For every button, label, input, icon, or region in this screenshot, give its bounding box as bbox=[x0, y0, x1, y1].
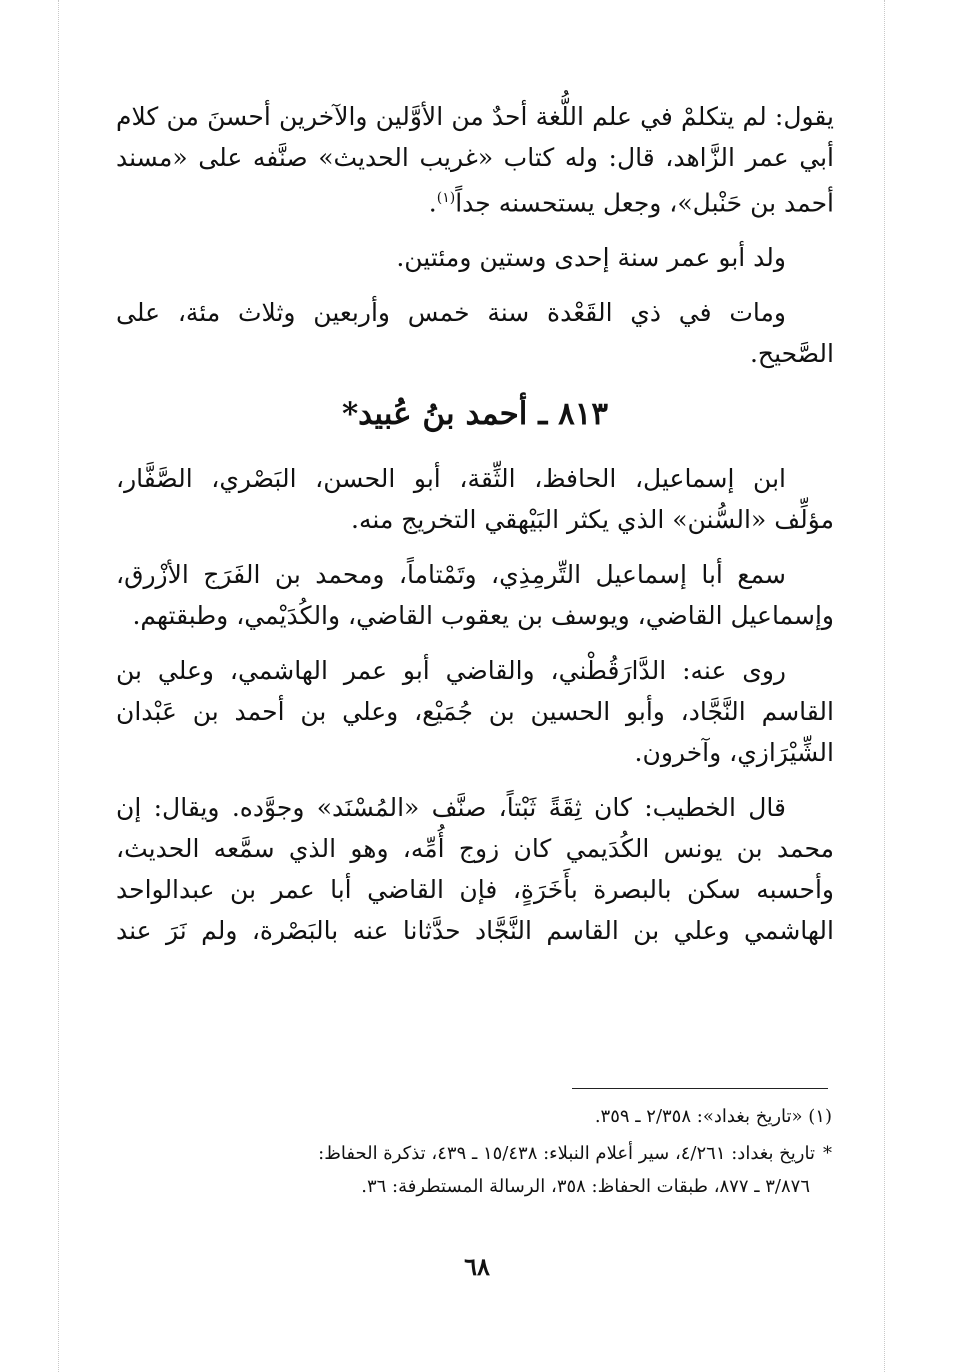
text-segment: . bbox=[428, 188, 437, 218]
entry-heading: ٨١٣ ـ أحمد بنُ عُبيد* bbox=[341, 396, 609, 433]
text-line: مؤلِّف «السُّنن» الذي يكثر البَيْهقي التخريج منه. bbox=[351, 505, 834, 535]
paragraph-lineage bbox=[116, 458, 834, 540]
text-line: ولد أبو عمر سنة إحدى وستين ومئتين. bbox=[396, 243, 786, 273]
text-line: يقول: لم يتكلمْ في علم اللُّغة أحدٌ من الأوَّلين والآخرين أحسنَ من كلام bbox=[116, 102, 834, 131]
paragraph-khatib bbox=[116, 787, 834, 951]
paragraph-opening bbox=[116, 96, 834, 223]
footnotes bbox=[116, 1100, 832, 1207]
page-body bbox=[116, 96, 834, 965]
text-line: القاسم النَّجَّاد، وأبو الحسين بن جُمَيْع، وعلي بن أحمد بن عَبْدان bbox=[116, 697, 834, 727]
text-line: ومات في ذي القَعْدة سنة خمس وأربعين وثلاث مئة، على bbox=[116, 298, 786, 328]
footnote-separator bbox=[572, 1088, 828, 1089]
text-line: أبي عمر الزَّاهد، قال: وله كتاب «غريب الحديث» صنَّفه على «مسند bbox=[116, 143, 834, 172]
footnote-star-marker: * bbox=[823, 1143, 832, 1164]
text-line: الشِّيْرَازي، وآخرون. bbox=[634, 738, 834, 768]
paragraph-birth bbox=[116, 237, 834, 278]
text-line: سمع أبا إسماعيل التِّرمِذِي، وتَمْتاماً، ومحمد بن الفَرَج الأزْرق، bbox=[116, 560, 786, 590]
text-line bbox=[116, 178, 834, 223]
page-number: ٦٨ bbox=[464, 1252, 490, 1281]
text-segment: تاريخ بغداد: ٤/٢٦١، سير أعلام النبلاء: ١٥/٤٣٨ ـ ٤٣٩، تذكرة الحفاظ: bbox=[318, 1143, 815, 1164]
text-line bbox=[116, 1137, 832, 1170]
text-segment: أحمد بن حَنْبل»، وجعل يستحسنه جداً bbox=[455, 188, 834, 218]
page-guide-left bbox=[58, 0, 59, 1372]
footnote-ref: (١) bbox=[436, 190, 456, 206]
text-line: قال الخطيب: كان ثِقَةً ثَبْتاً، صنَّف «المُسْنَد» وجوَّده. ويقال: إن bbox=[116, 793, 786, 823]
text-line: وأحسبه سكن بالبصرة بأَخَرَةٍ، فإن القاضي أبا عمر بن عبدالواحد bbox=[116, 875, 834, 905]
paragraph-death bbox=[116, 292, 834, 374]
paragraph-students bbox=[116, 650, 834, 773]
footnote-1: (١) «تاريخ بغداد»: ٢/٣٥٨ ـ ٣٥٩. bbox=[594, 1106, 832, 1127]
footnote-star bbox=[116, 1137, 832, 1203]
text-line: روى عنه: الدَّارَقُطْني، والقاضي أبو عمر الهاشمي، وعلي بن bbox=[116, 656, 786, 686]
paragraph-teachers bbox=[116, 554, 834, 636]
text-line: الصَّحيح. bbox=[749, 339, 834, 369]
text-line: الهاشمي وعلي بن القاسم النَّجَّاد حدَّثانا عنه بالبَصْرة، ولم نَرَ عند bbox=[116, 916, 834, 946]
page-guide-right bbox=[884, 0, 885, 1372]
text-line: ابن إسماعيل، الحافظ، الثِّقة، أبو الحسن، البَصْري، الصَّفَّار، bbox=[116, 464, 786, 494]
text-line: ٣/٨٧٦ ـ ٨٧٧، طبقات الحفاظ: ٣٥٨، الرسالة المستطرفة: ٣٦. bbox=[361, 1176, 810, 1197]
text-line: محمد بن يونس الكُدَيمي كان زوج أُمِّه، وهو الذي سمَّعه الحديث، bbox=[116, 834, 834, 864]
text-line: وإسماعيل القاضي، ويوسف بن يعقوب القاضي، والكُدَيْمي، وطبقتهم. bbox=[132, 601, 834, 631]
